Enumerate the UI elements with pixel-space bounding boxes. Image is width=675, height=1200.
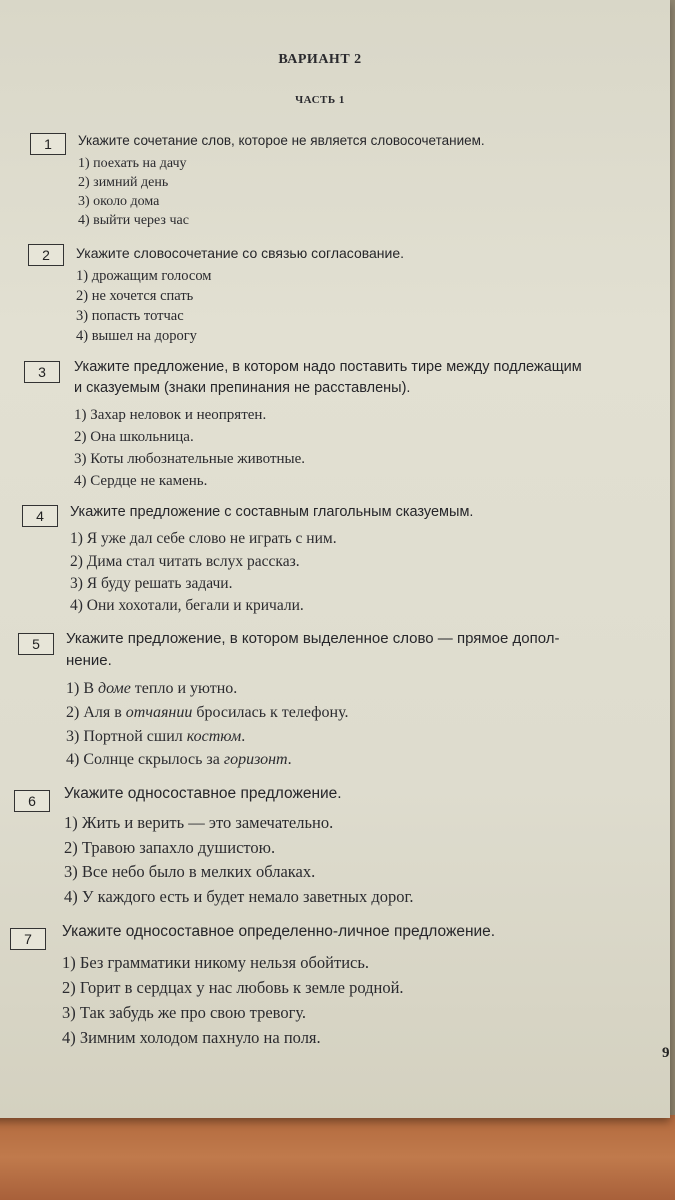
option: 4) вышел на дорогу [76,328,197,344]
option: 1) поехать на дачу [78,156,187,171]
option: 4) У каждого есть и будет немало заветных дорог. [64,887,414,906]
question-text-cont: и сказуемым (знаки препинания не расставлены). [74,380,411,396]
option: 1) Без грамматики никому нельзя обойтись. [62,953,370,972]
highlighted-word: костюм [186,728,242,745]
option: 3) Все небо было в мелких облаках. [64,862,316,881]
option-suffix: . [287,751,292,768]
page-number: 9 [662,1045,670,1061]
option: 3) Коты любознательные животные. [74,451,306,467]
option: 2) не хочется спать [76,288,194,304]
option: 4) выйти через час [78,213,189,228]
option: 1) Жить и верить — это замечательно. [64,813,334,832]
question-text: Укажите предложение, в котором надо поставить тире между подлежащим [74,359,582,375]
question-text: Укажите словосочетание со связью согласование. [76,245,405,261]
question-number: 2 [28,244,64,266]
question-text-cont: нение. [66,652,112,669]
option: 3) Так забудь же про свою тревогу. [62,1003,307,1022]
question-number: 6 [14,790,50,812]
highlighted-word: горизонт [223,751,288,768]
question-number: 3 [24,361,60,383]
option: 3) Я буду решать задачи. [70,575,233,592]
option: 2) Травою запахло душистою. [64,838,276,857]
highlighted-word: доме [98,680,131,697]
option [66,751,292,769]
option-prefix: 1) В [66,680,98,697]
question-number: 4 [22,505,58,527]
option-suffix: . [241,728,246,745]
option [66,680,237,698]
question-text: Укажите предложение, в котором выделенное слово — прямое допол- [66,630,560,647]
option: 2) Горит в сердцах у нас любовь к земле родной. [62,978,404,997]
option: 3) около дома [78,194,160,209]
question-text: Укажите предложение с составным глагольным сказуемым. [70,504,474,520]
option: 4) Зимним холодом пахнуло на поля. [62,1028,321,1047]
option: 4) Сердце не камень. [74,473,208,489]
option [66,704,349,722]
option-prefix: 4) Солнце скрылось за [66,751,224,768]
question-number: 1 [30,133,66,155]
option-suffix: бросилась к телефону. [192,704,349,721]
option: 2) Дима стал читать вслух рассказ. [70,553,300,570]
option-prefix: 2) Аля в [66,704,126,721]
option-prefix: 3) Портной сшил [66,728,187,745]
option: 1) Захар неловок и неопрятен. [74,407,267,423]
option: 1) дрожащим голосом [76,268,212,284]
question-number: 7 [10,928,46,950]
question-text: Укажите односоставное определенно-личное предложение. [62,923,496,940]
part-title: ЧАСТЬ 1 [295,94,345,106]
option [66,728,245,746]
option: 1) Я уже дал себе слово не играть с ним. [70,530,337,547]
option: 2) Она школьница. [74,429,194,445]
question-number: 5 [18,633,54,655]
table-surface [0,1115,675,1200]
question-text: Укажите сочетание слов, которое не является словосочетанием. [78,133,485,148]
option: 4) Они хохотали, бегали и кричали. [70,597,304,614]
option-suffix: тепло и уютно. [130,680,238,697]
highlighted-word: отчаянии [125,704,193,721]
question-text: Укажите односоставное предложение. [64,785,342,802]
option: 2) зимний день [78,175,169,190]
variant-title: ВАРИАНТ 2 [278,52,362,67]
option: 3) попасть тотчас [76,308,184,324]
